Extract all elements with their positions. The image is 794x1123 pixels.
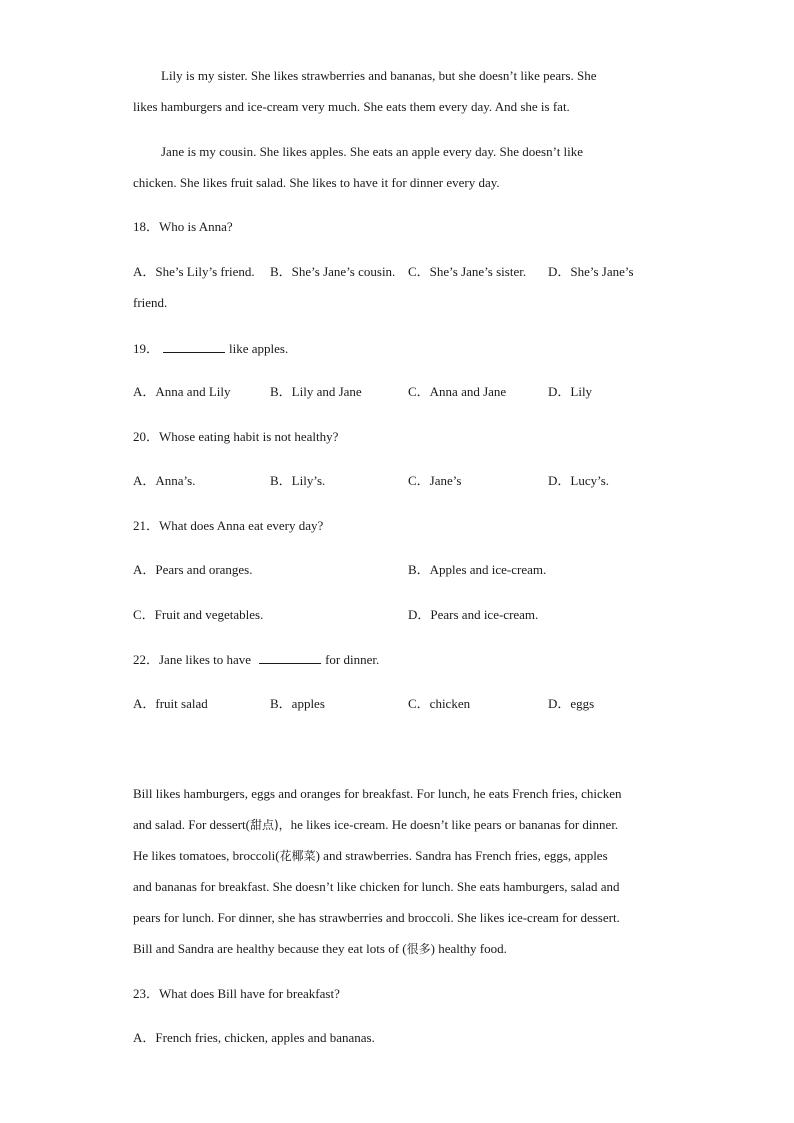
question-18-option-c: C．She’s Jane’s sister. (408, 264, 527, 279)
question-21-stem: 21．What does Anna eat every day? (133, 518, 324, 533)
question-19-number: 19． (133, 341, 160, 356)
question-22-stem-start: 22．Jane likes to have (133, 652, 252, 667)
question-21-option-b: B．Apples and ice-cream. (408, 562, 547, 577)
question-19-option-b: B．Lily and Jane (270, 384, 362, 399)
question-22-option-a: A．fruit salad (133, 696, 208, 711)
answer-blank (163, 340, 225, 353)
passage-chinese-gloss: 花椰菜 (279, 849, 316, 863)
question-23-stem: 23．What does Bill have for breakfast? (133, 986, 340, 1001)
passage-chinese-gloss: 甜点)， (249, 818, 291, 832)
question-19-option-a: A．Anna and Lily (133, 384, 231, 399)
question-18-option-a: A．She’s Lily’s friend. (133, 264, 255, 279)
question-19-option-c: C．Anna and Jane (408, 384, 507, 399)
question-19-stem (133, 340, 288, 357)
passage-lily-line-2: likes hamburgers and ice-cream very much. She eats them every day. And she is fat. (133, 99, 570, 114)
passage-bill-line-5: pears for lunch. For dinner, she has strawberries and broccoli. She likes ice-cream for dessert. (133, 910, 620, 925)
passage-text: ) healthy food. (430, 941, 507, 956)
question-22-stem (133, 651, 379, 668)
question-18-option-b: B．She’s Jane’s cousin. (270, 264, 396, 279)
question-18-option-d-continued: friend. (133, 295, 168, 310)
passage-text: ) and strawberries. Sandra has French fries, eggs, apples (315, 848, 608, 863)
passage-jane-line-2: chicken. She likes fruit salad. She likes to have it for dinner every day. (133, 175, 500, 190)
question-18-option-d: D．She’s Jane’s (548, 264, 634, 279)
question-20-option-a: A．Anna’s. (133, 473, 196, 488)
passage-lily-line-1: Lily is my sister. She likes strawberries and bananas, but she doesn’t like pears. She (161, 68, 597, 83)
question-22-option-b: B．apples (270, 696, 325, 711)
question-20-option-b: B．Lily’s. (270, 473, 326, 488)
question-22-option-c: C．chicken (408, 696, 471, 711)
question-21-option-a: A．Pears and oranges. (133, 562, 253, 577)
passage-text: Bill and Sandra are healthy because they eat lots of ( (133, 941, 407, 956)
passage-text: and salad. For dessert( (133, 817, 250, 832)
passage-bill-line-6 (133, 941, 507, 957)
question-20-stem: 20．Whose eating habit is not healthy? (133, 429, 339, 444)
question-21-option-c: C．Fruit and vegetables. (133, 607, 264, 622)
question-22-option-d: D．eggs (548, 696, 595, 711)
passage-bill-line-3 (133, 848, 608, 864)
passage-chinese-gloss: 很多 (406, 942, 431, 956)
answer-blank (259, 651, 321, 664)
passage-text: He likes tomatoes, broccoli( (133, 848, 280, 863)
passage-text: he likes ice-cream. He doesn’t like pears or bananas for dinner. (290, 817, 619, 832)
passage-bill-line-1: Bill likes hamburgers, eggs and oranges for breakfast. For lunch, he eats French fries, chicken (133, 786, 622, 801)
passage-bill-line-4: and bananas for breakfast. She doesn’t like chicken for lunch. She eats hamburgers, salad and (133, 879, 620, 894)
question-18-stem: 18．Who is Anna? (133, 219, 233, 234)
passage-jane-line-1: Jane is my cousin. She likes apples. She eats an apple every day. She doesn’t like (161, 144, 584, 159)
question-19-option-d: D．Lily (548, 384, 593, 399)
question-23-option-a: A．French fries, chicken, apples and bananas. (133, 1030, 375, 1045)
question-21-option-d: D．Pears and ice-cream. (408, 607, 539, 622)
question-22-stem-end: for dinner. (325, 652, 380, 667)
question-20-option-c: C．Jane’s (408, 473, 462, 488)
question-19-stem-rest: like apples. (229, 341, 289, 356)
question-20-option-d: D．Lucy’s. (548, 473, 610, 488)
passage-bill-line-2 (133, 817, 618, 833)
